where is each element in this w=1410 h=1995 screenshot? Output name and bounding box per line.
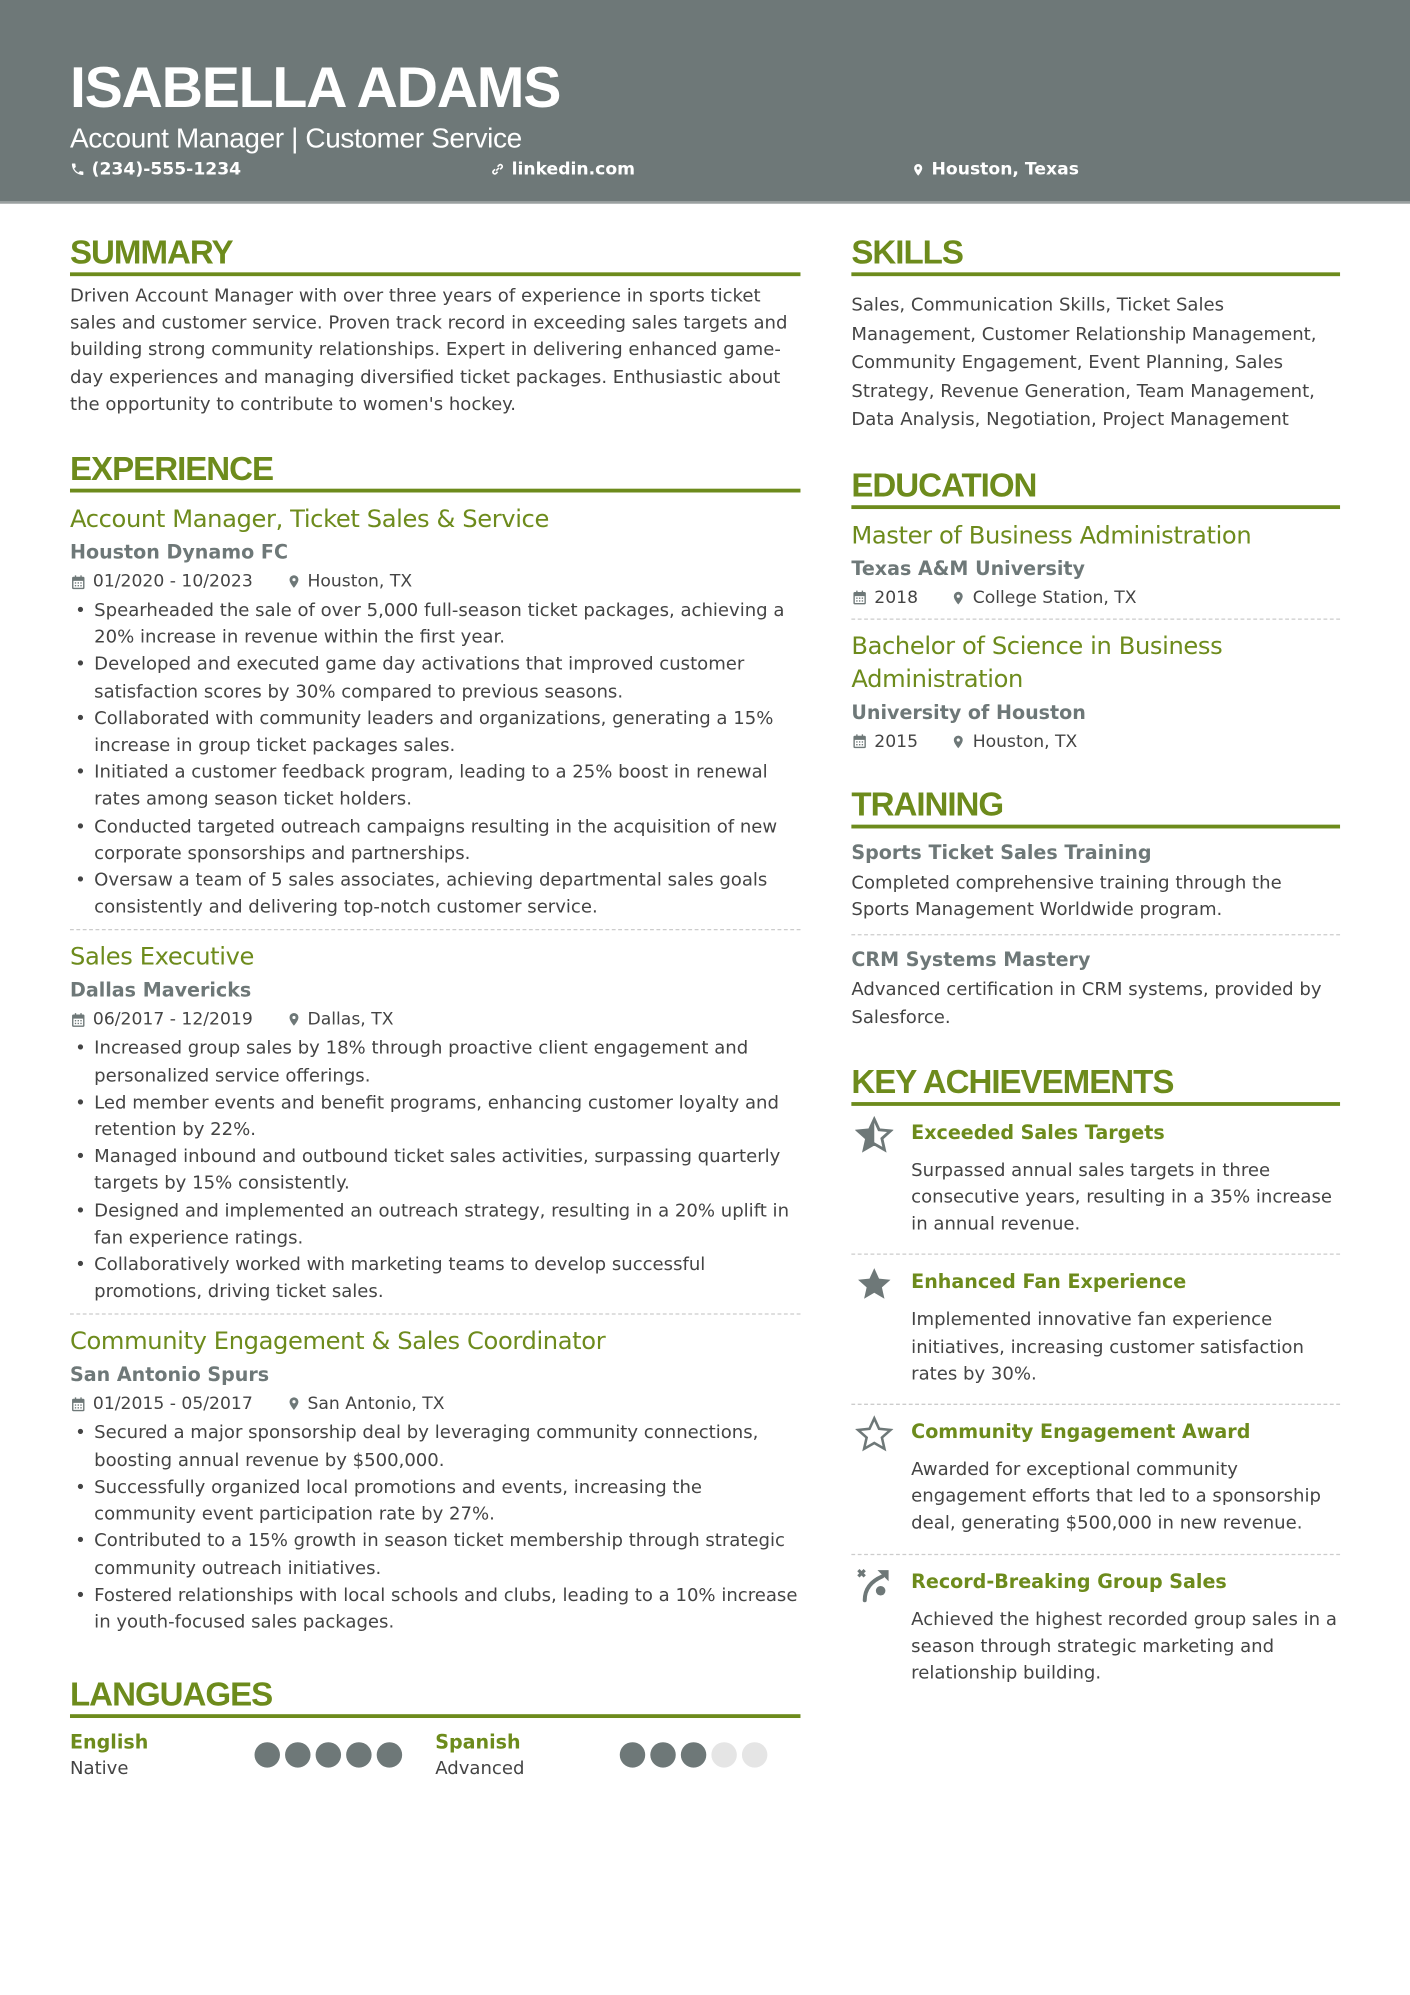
- section-heading: EDUCATION: [851, 466, 1340, 509]
- date-text: 01/2020 - 10/2023: [92, 571, 253, 592]
- bullet-item: • Oversaw a team of 5 sales associates, achieving departmental sales goals consistently and delivering top-notch customer service.: [70, 868, 800, 922]
- meta-row: [70, 569, 800, 594]
- job-title: Community Engagement & Sales Coordinator: [69, 1327, 606, 1356]
- job-entry: [70, 930, 800, 1307]
- star-half-icon: [855, 1116, 893, 1159]
- rating-dot: [681, 1742, 706, 1767]
- star-filled-icon: [855, 1265, 893, 1308]
- languages-list: [70, 1728, 800, 1781]
- left-column: [70, 233, 800, 1782]
- achievement-item: [851, 1555, 1340, 1696]
- phone-icon: [70, 162, 85, 177]
- education-section: [851, 466, 1340, 755]
- language-item: [70, 1728, 435, 1781]
- training-text: Completed comprehensive training through the Sports Management Worldwide program.: [851, 872, 1282, 921]
- location-pin-icon: [286, 573, 301, 591]
- bullet-item: • Initiated a customer feedback program, leading to a 25% boost in renewal rates among season ticket holders.: [70, 760, 800, 814]
- divider: [851, 618, 1340, 619]
- rating-dot: [711, 1742, 736, 1767]
- job-bullets: [70, 1421, 800, 1637]
- education-entry: [851, 630, 1340, 755]
- meta-row: [70, 1392, 800, 1417]
- star-outline-icon: [855, 1415, 893, 1458]
- header: [0, 0, 1410, 204]
- bullet-item: • Managed inbound and outbound ticket sales activities, surpassing quarterly targets by 15% consistently.: [70, 1144, 800, 1198]
- link-icon: [490, 162, 505, 177]
- bullet-item: • Led member events and benefit programs, enhancing customer loyalty and retention by 22%.: [70, 1090, 800, 1144]
- job-bullets: [70, 598, 800, 922]
- section-heading: SKILLS: [851, 233, 1340, 276]
- training-section: [851, 785, 1340, 1032]
- training-title: Sports Ticket Sales Training: [851, 841, 1152, 865]
- job-title: Sales Executive: [69, 943, 255, 972]
- calendar-icon: [70, 573, 87, 590]
- contact-phone: [70, 159, 241, 179]
- section-heading: EXPERIENCE: [70, 449, 800, 492]
- divider: [851, 935, 1340, 936]
- skills-section: [851, 233, 1340, 435]
- location-text: College Station, TX: [972, 587, 1137, 609]
- achievement-title: Enhanced Fan Experience: [911, 1270, 1187, 1294]
- bullet-item: • Conducted targeted outreach campaigns resulting in the acquisition of new corporate sponsorships and partnerships.: [70, 814, 800, 868]
- training-entry: [851, 946, 1340, 1032]
- bullet-item: • Contributed to a 15% growth in season ticket membership through strategic community outreach initiatives.: [70, 1529, 800, 1583]
- language-rating: [620, 1742, 768, 1767]
- summary-section: [70, 233, 800, 419]
- divider: [70, 930, 800, 931]
- calendar-icon: [851, 590, 868, 607]
- candidate-title: Account Manager | Customer Service: [69, 122, 522, 154]
- rating-dot: [346, 1742, 371, 1767]
- achievement-title: Community Engagement Award: [911, 1420, 1251, 1444]
- achievement-title: Exceeded Sales Targets: [911, 1120, 1165, 1144]
- bullet-item: • Collaborated with community leaders and organizations, generating a 15% increase in group ticket packages sales.: [70, 706, 800, 760]
- bullet-item: • Collaboratively worked with marketing teams to develop successful promotions, driving ticket sales.: [70, 1252, 800, 1306]
- date-text: 01/2015 - 05/2017: [92, 1394, 253, 1415]
- education-entry: [851, 519, 1340, 611]
- section-heading: KEY ACHIEVEMENTS: [851, 1062, 1340, 1105]
- calendar-icon: [70, 1396, 87, 1413]
- achievement-text: Awarded for exceptional community engagement efforts that led to a sponsorship deal, generating $500,000 in new revenue.: [911, 1459, 1321, 1534]
- training-text: Advanced certification in CRM systems, provided by Salesforce.: [851, 980, 1322, 1028]
- location-pin-icon: [286, 1395, 301, 1413]
- language-item: [435, 1728, 800, 1781]
- bullet-item: • Secured a major sponsorship deal by leveraging community connections, boosting annual revenue by $500,000.: [70, 1421, 800, 1475]
- achievement-text: Achieved the highest recorded group sales in a season through strategic marketing and relationship building.: [911, 1609, 1337, 1684]
- language-level: Advanced: [435, 1758, 525, 1780]
- company-name: Houston Dynamo FC: [69, 540, 288, 564]
- location-pin-icon: [951, 589, 966, 607]
- section-heading: LANGUAGES: [70, 1675, 800, 1718]
- bullet-item: • Fostered relationships with local schools and clubs, leading to a 10% increase in youth-focused sales packages.: [70, 1583, 800, 1637]
- achievements-section: [851, 1062, 1340, 1695]
- location-pin-icon: [911, 161, 925, 178]
- meta-row: [851, 729, 1340, 754]
- divider: [70, 1314, 800, 1315]
- section-heading: SUMMARY: [70, 233, 800, 276]
- language-level: Native: [69, 1758, 129, 1780]
- rating-dot: [316, 1742, 341, 1767]
- calendar-icon: [851, 734, 868, 751]
- bullet-item: • Successfully organized local promotions and events, increasing the community event participation rate by 27%.: [70, 1475, 800, 1529]
- location-text: Houston, TX: [307, 571, 413, 592]
- job-bullets: [70, 1036, 800, 1306]
- rating-dot: [620, 1742, 645, 1767]
- bullet-item: • Developed and executed game day activations that improved customer satisfaction scores by 30% compared to previous seasons.: [70, 652, 800, 706]
- languages-section: [70, 1675, 800, 1782]
- training-entry: [851, 839, 1340, 925]
- right-column: [851, 233, 1340, 1695]
- date-text: 06/2017 - 12/2019: [92, 1009, 253, 1031]
- section-heading: TRAINING: [851, 785, 1340, 828]
- achievement-item: [851, 1405, 1340, 1546]
- job-title: Account Manager, Ticket Sales & Service: [69, 505, 549, 534]
- bullet-item: • Designed and implemented an outreach strategy, resulting in a 20% uplift in fan experience ratings.: [70, 1198, 800, 1252]
- achievement-item: [851, 1106, 1340, 1247]
- location-text: San Antonio, TX: [307, 1394, 445, 1415]
- location-pin-icon: [951, 733, 966, 751]
- achievement-title: Record-Breaking Group Sales: [911, 1569, 1227, 1593]
- rating-dot: [285, 1742, 310, 1767]
- linkedin-link[interactable]: linkedin.com: [511, 159, 636, 180]
- strategy-icon: [855, 1565, 893, 1608]
- rating-dot: [650, 1742, 675, 1767]
- job-entry: [70, 1314, 800, 1637]
- language-rating: [255, 1742, 403, 1767]
- training-title: CRM Systems Mastery: [851, 948, 1091, 972]
- skills-text: Sales, Communication Skills, Ticket Sales Management, Customer Relationship Management, Community Engagement, Event Planning, Sales Strategy, Revenue Generation, Team Management, Data Analysis, Negotiation, Project Management: [851, 295, 1317, 431]
- job-entry: [70, 503, 800, 922]
- language-name: English: [69, 1730, 149, 1754]
- meta-row: [851, 585, 1340, 610]
- degree: Bachelor of Science in Business Administration: [851, 632, 1223, 694]
- company-name: Dallas Mavericks: [69, 979, 252, 1003]
- achievement-item: [851, 1255, 1340, 1396]
- bullet-item: • Spearheaded the sale of over 5,000 full-season ticket packages, achieving a 20% increase in revenue within the first year.: [70, 598, 800, 652]
- date-text: 2015: [874, 731, 919, 753]
- location-text: Houston, TX: [972, 731, 1078, 753]
- company-name: San Antonio Spurs: [69, 1363, 270, 1387]
- achievement-text: Implemented innovative fan experience initiatives, increasing customer satisfaction rates by 30%.: [911, 1310, 1304, 1385]
- calendar-icon: [70, 1012, 87, 1029]
- phone-text: (234)-555-1234: [91, 159, 242, 180]
- meta-row: [70, 1007, 800, 1032]
- language-name: Spanish: [435, 1730, 521, 1754]
- candidate-name: ISABELLA ADAMS: [69, 54, 561, 120]
- contact-location: [911, 159, 1079, 179]
- rating-dot: [255, 1742, 280, 1767]
- experience-section: [70, 449, 800, 1636]
- date-text: 2018: [874, 587, 919, 609]
- school: Texas A&M University: [851, 557, 1085, 581]
- summary-text: Driven Account Manager with over three years of experience in sports ticket sales and customer service. Proven track record in exceeding sales targets and building strong community relationships. Expert in delivering enhanced game-day experiences and managing diversified ticket packages. Enthusiastic about the opportunity to contribute to women's hockey.: [69, 286, 788, 415]
- achievement-text: Surpassed annual sales targets in three consecutive years, resulting in a 35% increase in annual revenue.: [911, 1160, 1332, 1235]
- location-text: Houston, Texas: [931, 159, 1079, 180]
- bullet-item: • Increased group sales by 18% through proactive client engagement and personalized service offerings.: [70, 1036, 800, 1090]
- school: University of Houston: [851, 701, 1086, 725]
- degree: Master of Business Administration: [851, 521, 1252, 550]
- location-pin-icon: [286, 1011, 301, 1029]
- location-text: Dallas, TX: [307, 1009, 394, 1031]
- rating-dot: [742, 1742, 767, 1767]
- rating-dot: [377, 1742, 402, 1767]
- contact-link[interactable]: [490, 159, 635, 179]
